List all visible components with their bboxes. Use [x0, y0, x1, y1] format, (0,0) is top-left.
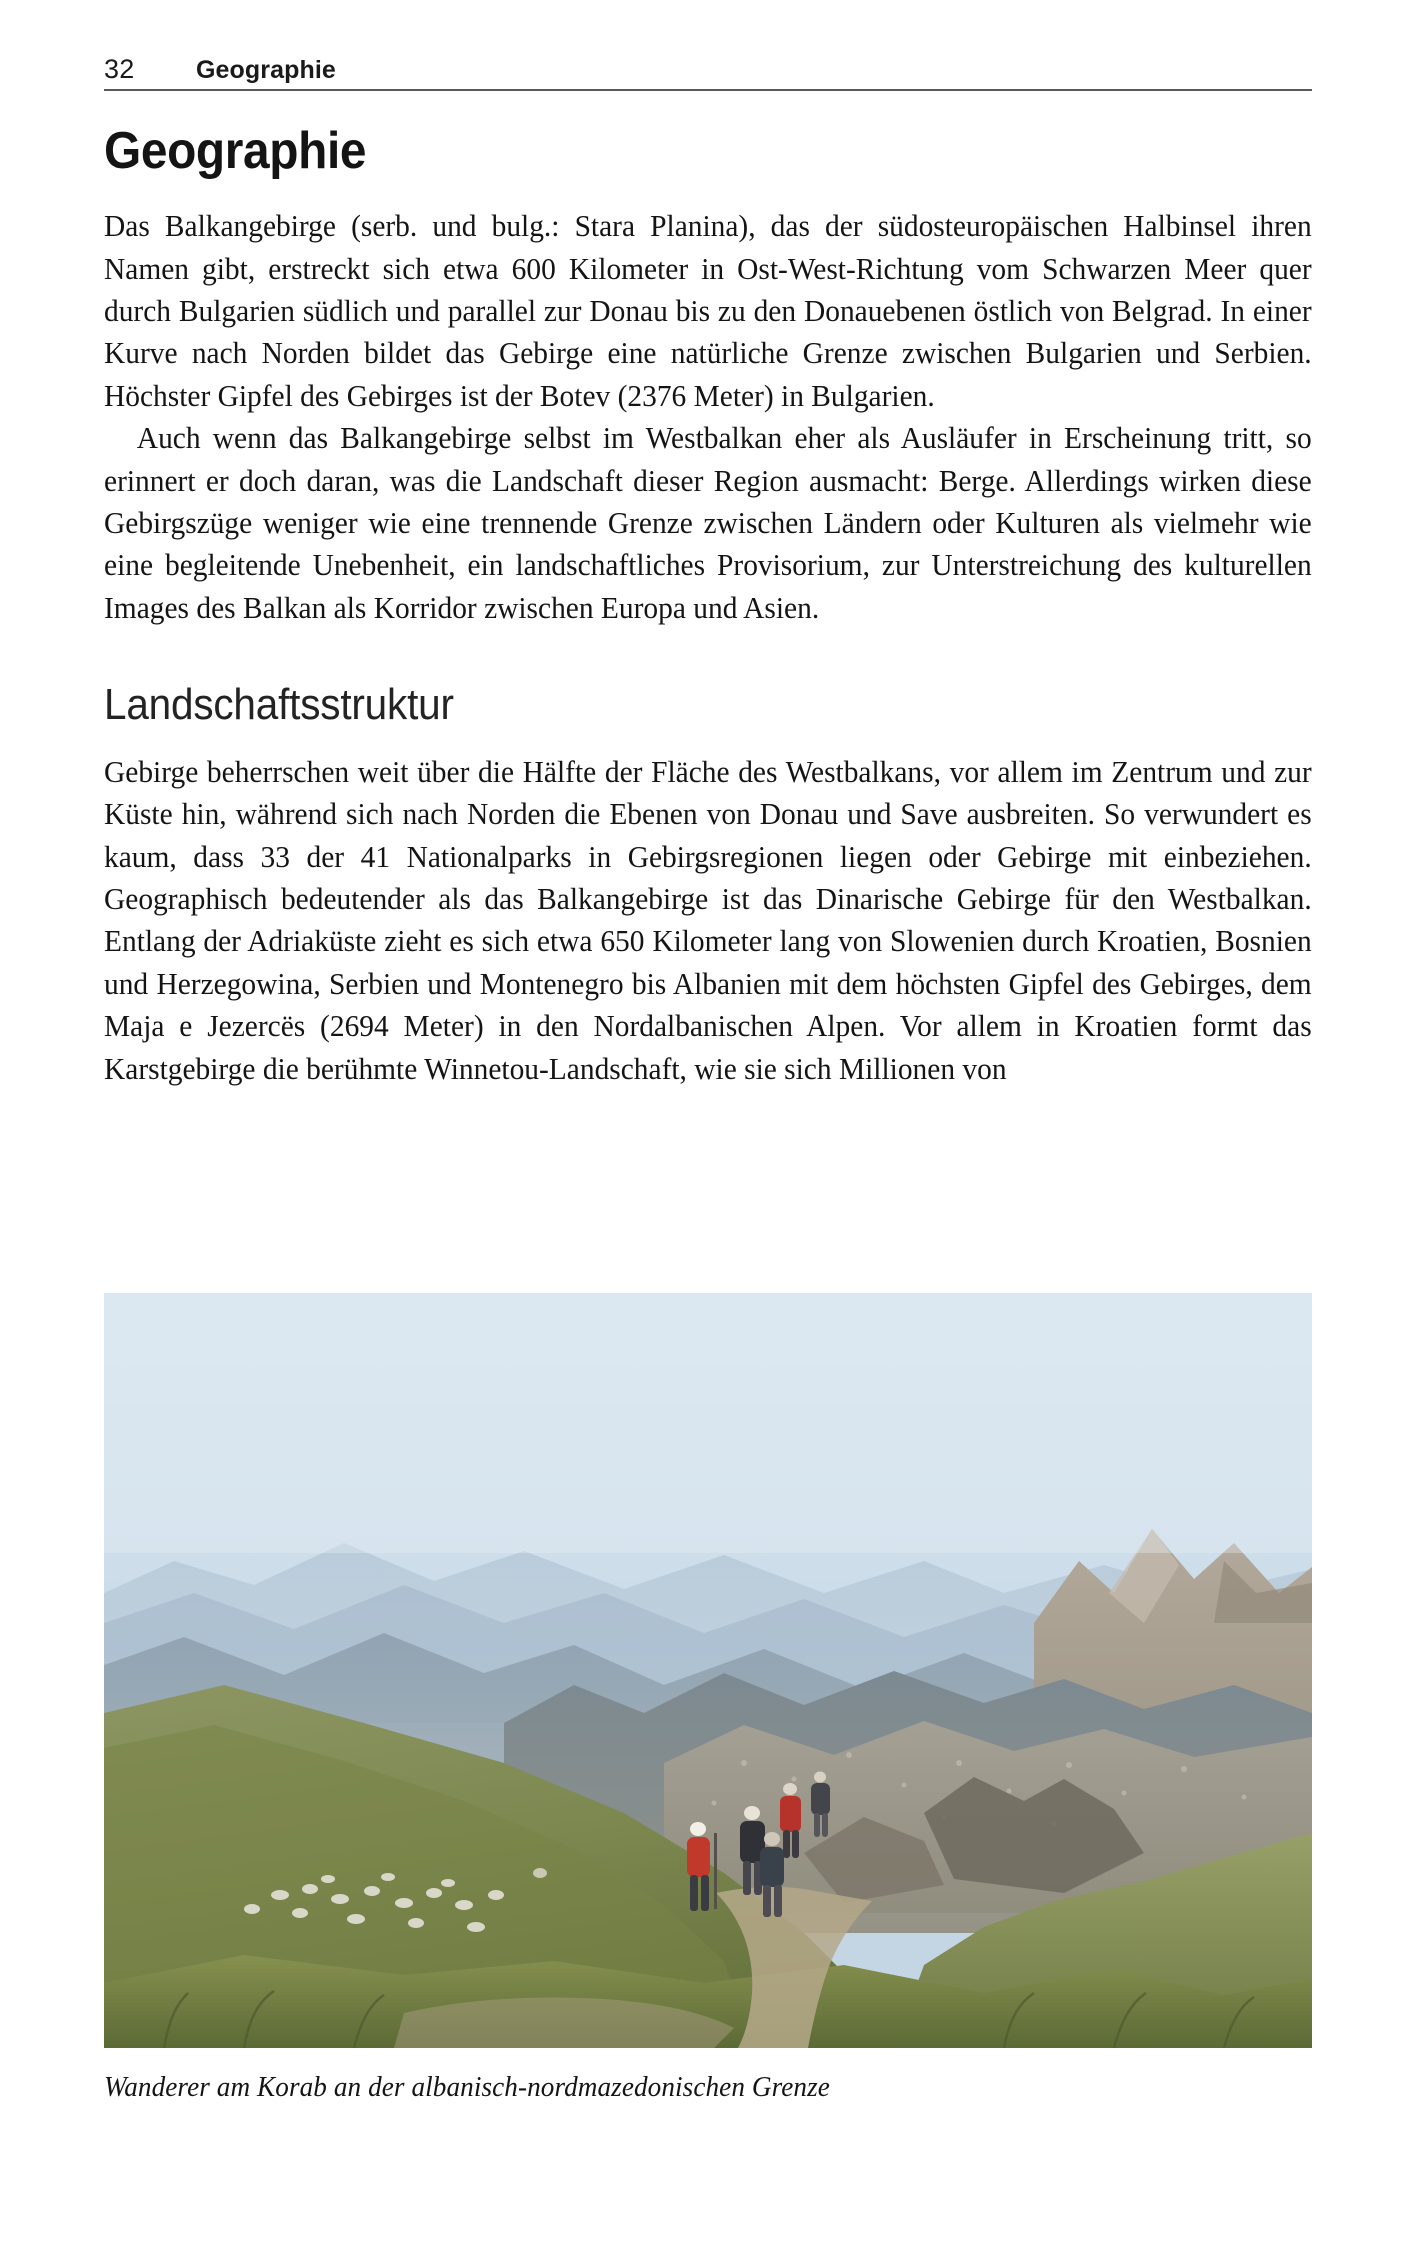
running-header [104, 56, 1312, 91]
section-title: Landschaftsstruktur [104, 680, 454, 730]
figure [104, 1293, 1312, 2106]
chapter-title: Geographie [104, 122, 367, 180]
figure-caption: Wanderer am Korab an der albanisch-nordmazedonischen Grenze [104, 2072, 830, 2103]
section-paragraph-1: Gebirge beherrschen weit über die Hälfte der Fläche des Westbalkans, vor allem im Zentrum und zur Küste hin, während sich nach Norden die Ebenen von Donau und Save ausbreiten. So verwundert es kaum, dass 33 der 41 Nationalparks in Gebirgsregionen liegen oder Gebirge mit einbeziehen. Geographisch bedeutender als das Balkangebirge ist das Dinarische Gebirge für den Westbalkan. Entlang der Adriaküste zieht es sich etwa 650 Kilometer lang von Slowenien durch Kroatien, Bosnien und Herzegowina, Serbien und Montenegro bis Albanien mit dem höchsten Gipfel des Gebirges, dem Maja e Jezercës (2694 Meter) in den Nordalbanischen Alpen. Vor allem in Kroatien formt das Karstgebirge die berühmte Winnetou-Landschaft, wie sie sich Millionen von [104, 754, 1312, 1086]
running-header-title: Geographie [196, 56, 336, 84]
mountain-hikers-photograph [104, 1293, 1312, 2048]
chapter-paragraph-2: Auch wenn das Balkangebirge selbst im Westbalkan eher als Ausläufer in Erscheinung tritt, so erinnert er doch daran, was die Landschaft dieser Region ausmacht: Berge. Allerdings wirken diese Gebirgszüge weniger wie eine trennende Grenze zwischen Ländern oder Kulturen als vielmehr wie eine begleitende Unebenheit, ein landschaftliches Provisorium, zur Unterstreichung des kulturellen Images des Balkan als Korridor zwischen Europa und Asien. [104, 421, 1312, 625]
chapter-paragraph-1: Das Balkangebirge (serb. und bulg.: Stara Planina), das der südosteuropäischen Halbinsel ihren Namen gibt, erstreckt sich etwa 600 Kilometer in Ost-West-Richtung vom Schwarzen Meer quer durch Bulgarien südlich und parallel zur Donau bis zu den Donauebenen östlich von Belgrad. In einer Kurve nach Norden bildet das Gebirge eine natürliche Grenze zwischen Bulgarien und Serbien. Höchster Gipfel des Gebirges ist der Botev (2376 Meter) in Bulgarien. [104, 209, 1312, 413]
text-column [104, 110, 1312, 1090]
page-number: 32 [104, 54, 135, 84]
